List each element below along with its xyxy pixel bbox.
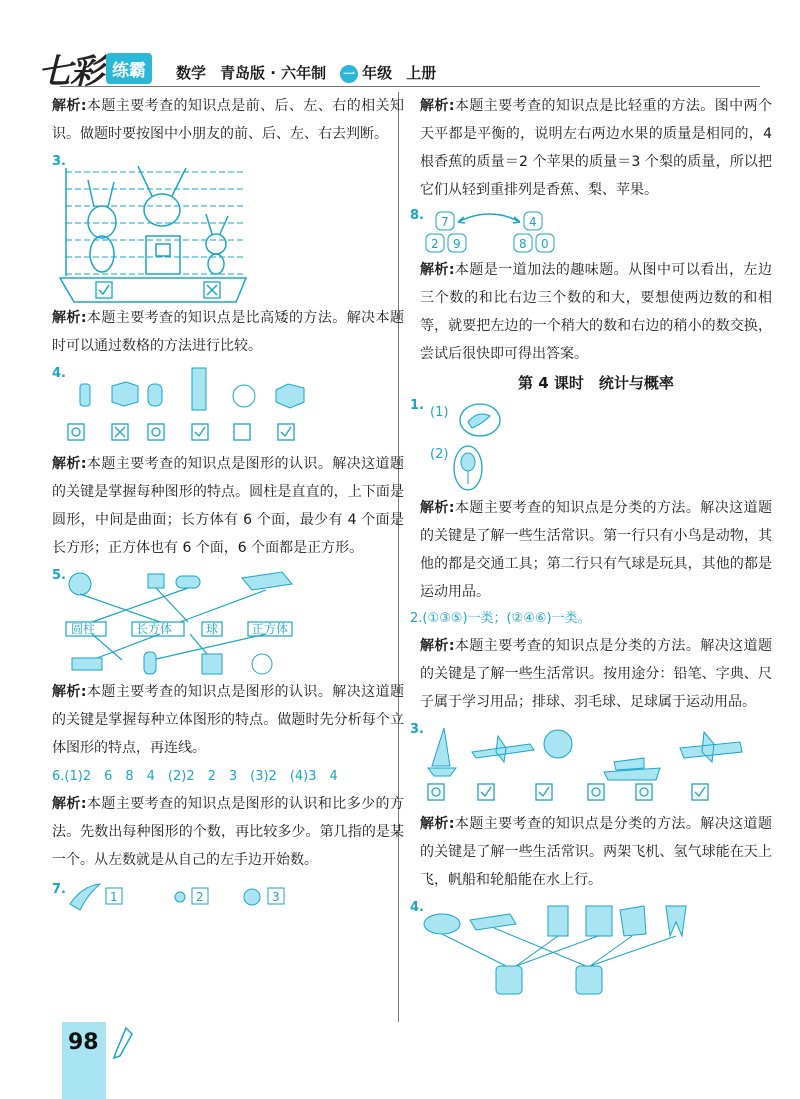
airplane-shape [472, 736, 534, 762]
logo-badge: 练霸 [106, 53, 152, 84]
solid-shape-matching [52, 568, 404, 678]
analysis-text: 本题主要考查的知识点是分类的方法。解决这道题的关键是了解一些生活常识。按用途分：铅笔、字典、尺子属于学习用品；排球、羽毛球、足球属于运动用品。 [420, 638, 772, 710]
hydrogen-balloon-shape [544, 730, 572, 758]
hat-shape [424, 914, 460, 934]
banana-shape [70, 884, 100, 910]
can-shape [176, 576, 200, 588]
right-bottom-number: 0 [541, 237, 549, 251]
plane-shape [680, 732, 742, 762]
grid-lines [66, 172, 244, 274]
left-bottom-number: 9 [453, 237, 461, 251]
coat-shape [586, 906, 612, 936]
rabbit-left [88, 180, 116, 272]
right-top-number: 4 [529, 215, 537, 229]
analysis-text: 本题主要考查的知识点是比轻重的方法。图中两个天平都是平衡的，说明左右两边水果的质量是相同的，4 根香蕉的质量＝2 个苹果的质量＝3 个梨的质量，所以把它们从轻到重排列是香蕉、梨、苹果。 [420, 98, 772, 198]
globe-shape [69, 573, 91, 595]
analysis-paragraph [420, 632, 772, 716]
analysis-text: 本题主要考查的知识点是图形的认识。解决这道题的关键是掌握每种图形的特点。圆柱是直直的，上下面是圆形，中间是曲面；长方体有 6 个面，最少有 4 个面是长方形；正方体也有 6 个面，6 个面都是正方形。 [52, 456, 404, 556]
brand-logo [38, 48, 152, 92]
battery-shape [80, 384, 90, 406]
analysis-text: 本题主要考查的知识点是图形的认识。解决这道题的关键是掌握每种立体图形的特点。做题时先分析每个立体图形的特点，再连线。 [52, 684, 404, 756]
page-header [0, 0, 800, 92]
analysis-label: 解析: [52, 98, 87, 114]
ship-shape [604, 758, 660, 780]
left-bottom-number: 2 [431, 237, 439, 251]
cylinder-shape [148, 384, 162, 406]
shape-label-cuboid: 长方体 [136, 622, 173, 636]
left-column [52, 92, 404, 916]
analysis-label: 解析: [420, 638, 455, 654]
order-box-1: 1 [110, 890, 118, 904]
vehicle-classification [420, 722, 772, 810]
sphere-solid [252, 654, 272, 674]
q4-figure [410, 900, 772, 1000]
analysis-label: 解析: [420, 262, 455, 278]
subject: 数学 [176, 64, 207, 82]
cylinder-solid [144, 652, 156, 674]
analysis-text: 本题主要考查的知识点是分类的方法。解决这道题的关键是了解一些生活常识。第一行只有小鸟是动物，其他的都是交通工具；第二行只有气球是玩具，其他的都是运动用品。 [420, 500, 772, 600]
cube-box-shape [112, 382, 138, 406]
rabbit-center [138, 166, 186, 274]
fish-shape [470, 914, 516, 930]
analysis-paragraph [420, 494, 772, 606]
section-title: 第 4 课时 统计与概率 [518, 374, 674, 392]
shape-label-cube: 正方体 [252, 622, 289, 636]
pants-shape [666, 906, 686, 936]
q7-figure [52, 880, 404, 916]
q4-figure [52, 366, 404, 450]
q5-figure [52, 568, 404, 678]
shape-label-cylinder: 圆柱 [71, 622, 96, 636]
analysis-label: 解析: [420, 816, 455, 832]
pencil-icon [112, 1026, 134, 1060]
rabbit-right [206, 214, 228, 274]
q2-answer: 2.(①③⑤)一类；(②④⑥)一类。 [410, 611, 591, 626]
question-number: 8. [410, 208, 424, 223]
analysis-label: 解析: [52, 684, 87, 700]
pear-shape [175, 892, 185, 902]
grade [340, 62, 392, 83]
q3-figure [410, 722, 772, 810]
logo-text: 七彩 [38, 51, 102, 92]
cuboid-solid [72, 658, 102, 670]
analysis-text: 本题主要考查的知识点是比高矮的方法。解决本题时可以通过数格的方法进行比较。 [52, 310, 404, 354]
grade-label: 年级 [362, 64, 393, 82]
analysis-paragraph [52, 450, 404, 562]
analysis-label: 解析: [52, 456, 87, 472]
tall-box-shape [192, 368, 206, 410]
cube-solid [202, 654, 222, 674]
swap-arrow [458, 214, 520, 222]
cabinet-shape [576, 966, 602, 994]
shape-label-sphere: 球 [206, 622, 219, 636]
analysis-label: 解析: [420, 500, 455, 516]
right-column [410, 92, 772, 1000]
height-comparison-illustration [52, 152, 404, 304]
analysis-paragraph [420, 810, 772, 894]
analysis-text: 本题主要考查的知识点是前、后、左、右的相关知识。做题时要按图中小朋友的前、后、左、右去判断。 [52, 98, 404, 142]
analysis-paragraph [52, 304, 404, 360]
order-box-3: 3 [272, 890, 280, 904]
analysis-text: 本题主要考查的知识点是图形的认识和比多少的方法。先数出每种图形的个数，再比较多少。第几指的是某一个。从左数就是从自己的左手边开始数。 [52, 796, 404, 868]
question-number: 3. [410, 722, 424, 737]
analysis-label: 解析: [52, 796, 87, 812]
bottle-shape [548, 906, 568, 936]
analysis-paragraph [52, 790, 404, 874]
grade-number: 一 [340, 65, 358, 83]
analysis-paragraph [420, 92, 772, 204]
right-bottom-number: 8 [519, 237, 527, 251]
left-top-number: 7 [441, 215, 449, 229]
q6-answer: 6.(1)2 6 8 4 (2)2 2 3 (3)2 (4)3 4 [52, 769, 338, 784]
q1-figure [410, 398, 772, 494]
analysis-label: 解析: [52, 310, 87, 326]
question-number: 4. [52, 366, 66, 381]
edition: 青岛版 · 六年制 [220, 64, 327, 82]
apple-shape [244, 889, 260, 905]
analysis-paragraph [420, 256, 772, 368]
question-number: 5. [52, 568, 66, 583]
analysis-label: 解析: [420, 98, 455, 114]
clothing-sorting-figure [420, 900, 772, 1000]
book-subtitle [176, 62, 436, 83]
glove-shape [620, 906, 646, 936]
question-number: 1. [410, 398, 424, 413]
fruit-ordering-row [52, 880, 312, 916]
ball-shape [233, 385, 255, 407]
analysis-text: 本题是一道加法的趣味题。从图中可以看出，左边三个数的和比右边三个数的和大，要想使两边数的和相等，就要把左边的一个稍大的数和右边的稍小的数交换，尝试后很快即可得出答案。 [420, 262, 772, 362]
number-swap-figure [420, 208, 620, 256]
sub-question: (1) [430, 405, 449, 420]
cabinet-shape [496, 966, 522, 994]
order-box-2: 2 [196, 890, 204, 904]
header-divider [60, 86, 760, 87]
volume: 上册 [406, 64, 437, 82]
shape-recognition-row [52, 366, 404, 450]
page-number: 98 [68, 1030, 99, 1055]
analysis-paragraph [52, 678, 404, 762]
question-number: 3. [52, 154, 66, 169]
cuboid-shape [276, 384, 304, 408]
sub-question: (2) [430, 447, 449, 462]
book-shape [242, 572, 292, 590]
box-shape [148, 574, 164, 588]
question-number: 4. [410, 900, 424, 915]
classification-circles [420, 398, 620, 494]
q3-figure [52, 152, 404, 304]
q8-figure [410, 208, 772, 256]
analysis-paragraph [52, 92, 404, 148]
analysis-text: 本题主要考查的知识点是分类的方法。解决这道题的关键是了解一些生活常识。两架飞机、氢气球能在天上飞，帆船和轮船能在水上行。 [420, 816, 772, 888]
question-number: 7. [52, 882, 66, 897]
sailboat-shape [428, 728, 456, 776]
